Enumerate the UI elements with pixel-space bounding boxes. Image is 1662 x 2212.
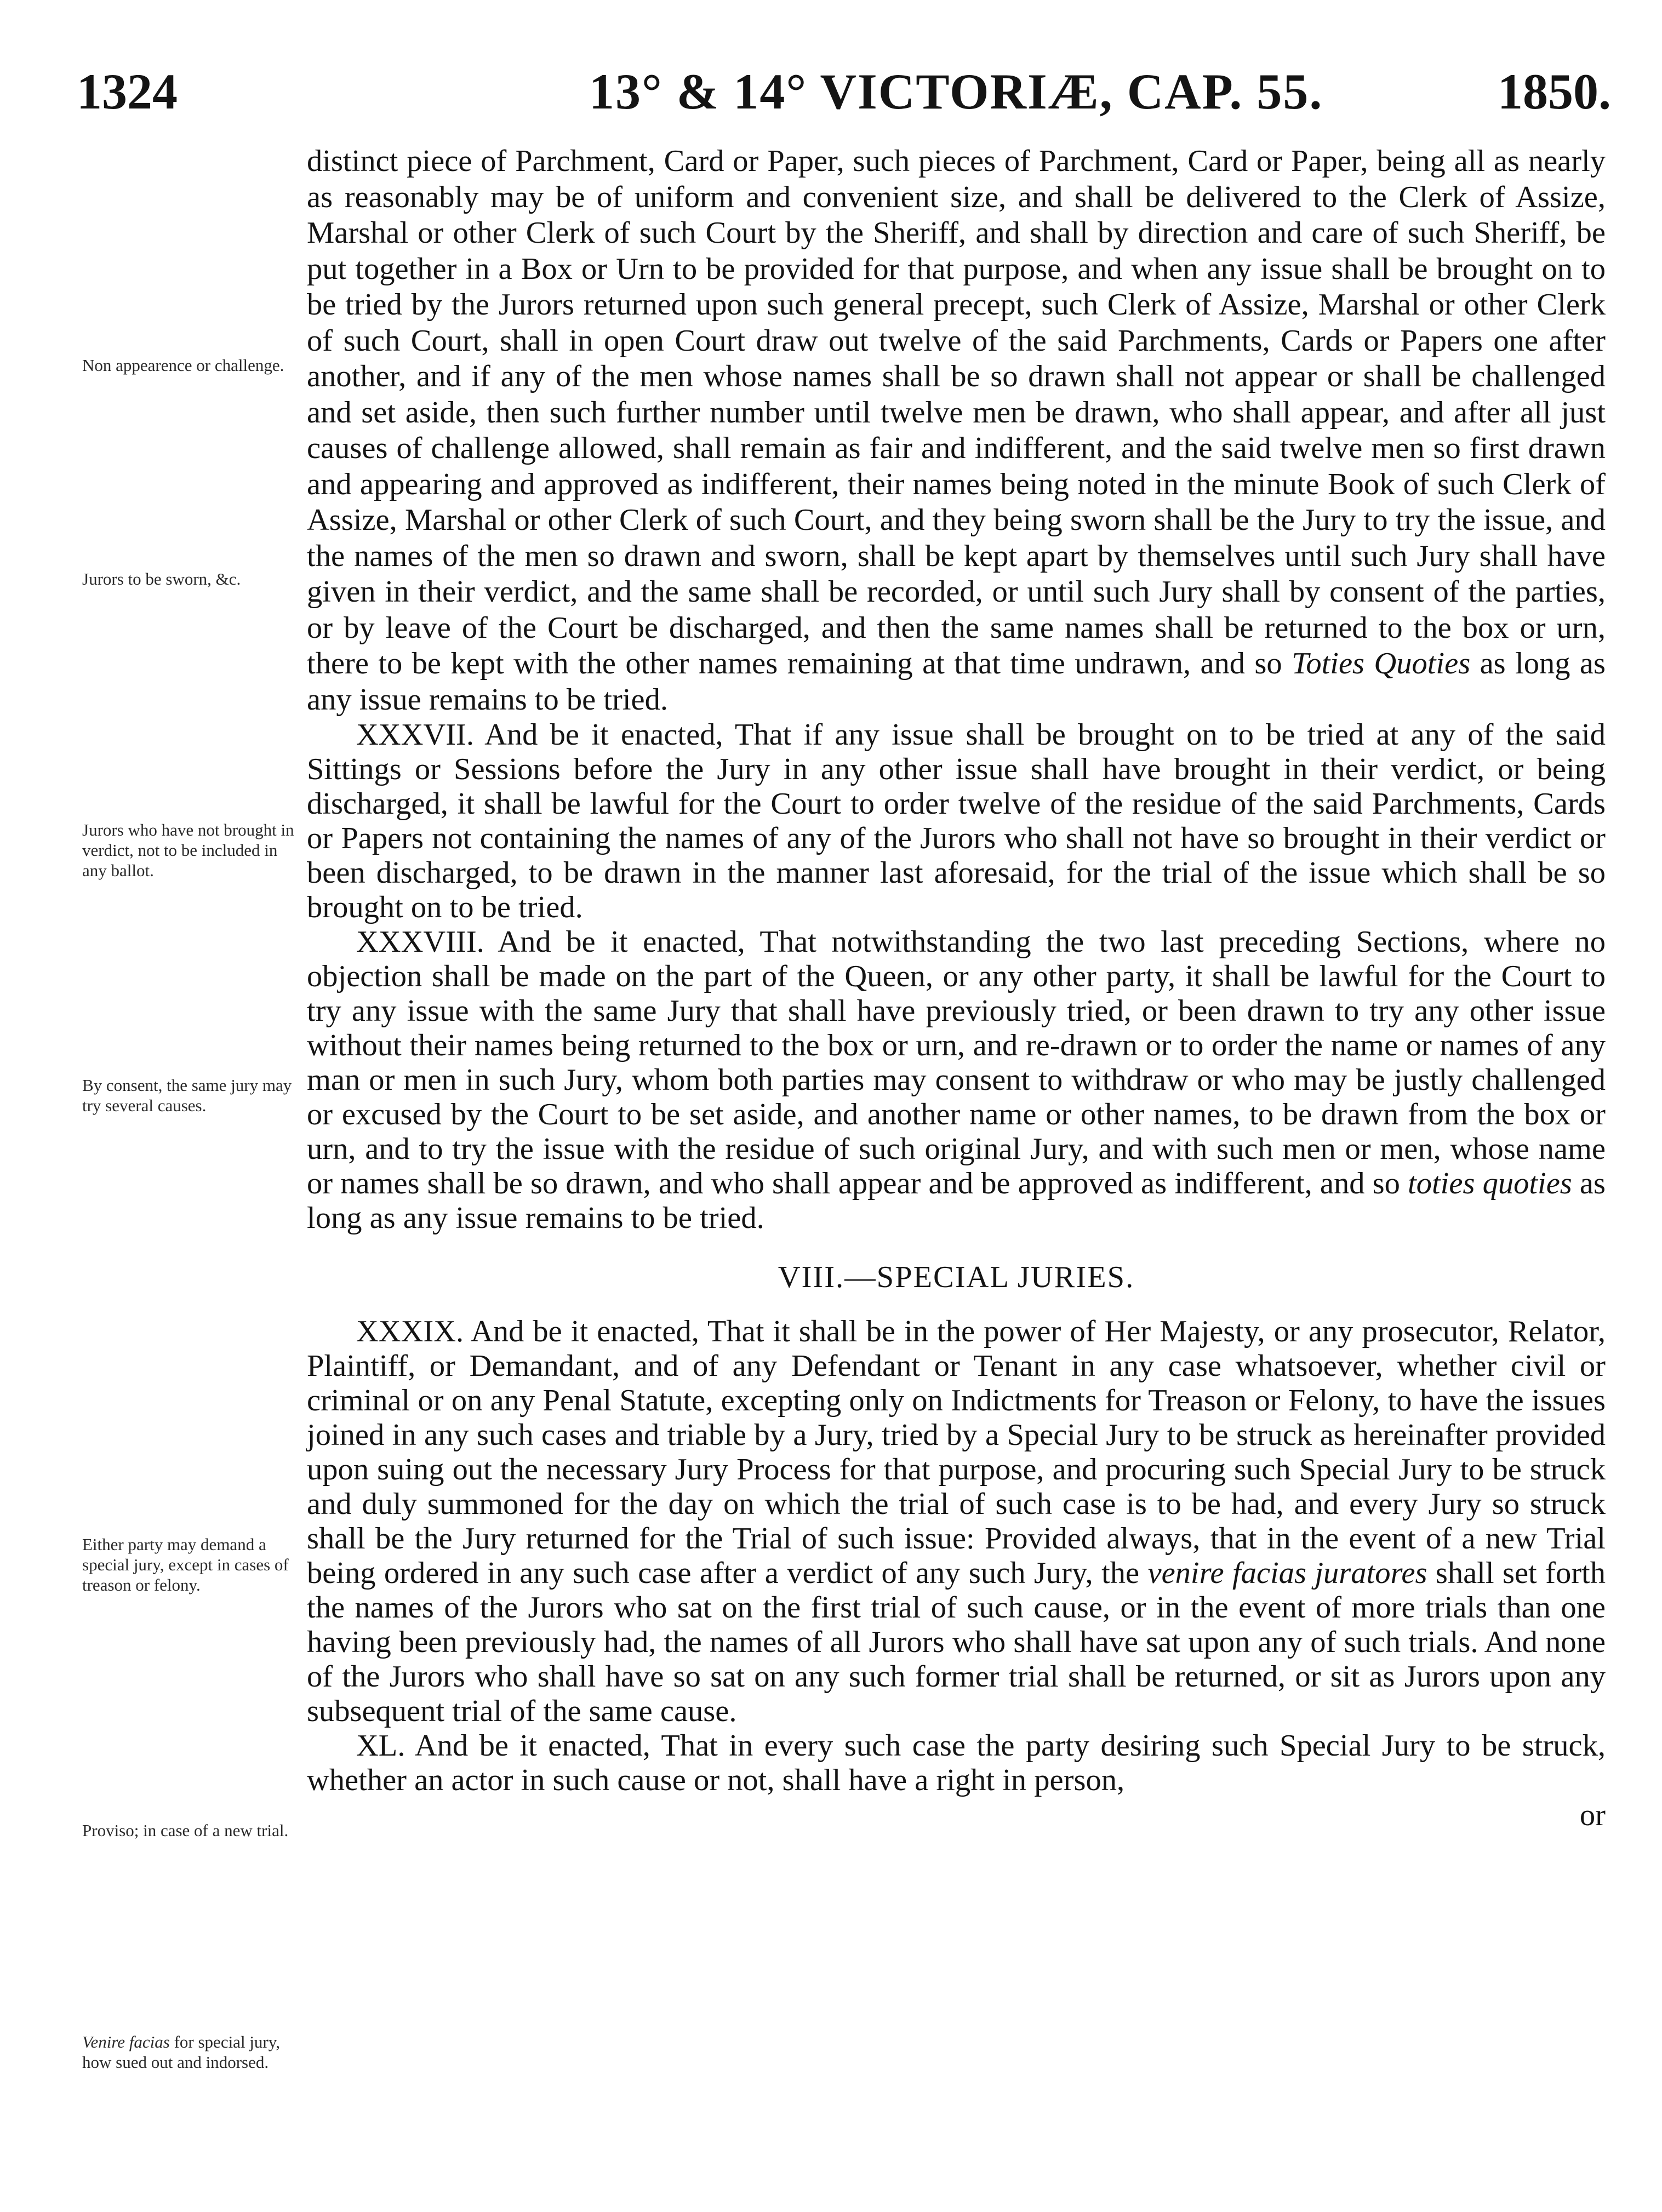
section-40-text: And be it enacted, That in every such case the party desiring such Special Jury to be struck, whether an actor in such cause or not, shall have a right in person, <box>307 1728 1606 1797</box>
section-37-number: XXXVII. <box>356 718 474 752</box>
side-note-consent-same-jury: By consent, the same jury may try several causes. <box>82 1076 292 1115</box>
paragraph-continuation-text-b: as long as any issue remains to be tried. <box>307 647 1606 717</box>
side-note-non-appearance: Non appearence or challenge. <box>82 356 284 375</box>
section-38 <box>307 925 1606 1236</box>
paragraph-continuation <box>307 144 1606 718</box>
toties-quoties-italic: Toties Quoties <box>1292 647 1471 681</box>
section-40-number: XL. <box>356 1728 405 1763</box>
section-heading-special-juries: VIII.—SPECIAL JURIES. <box>778 1260 1135 1294</box>
side-note-venire-rest: for special jury, how sued out and indorsed. <box>82 2032 280 2072</box>
page-number: 1324 <box>77 64 178 119</box>
side-note-jurors-sworn: Jurors to be sworn, &c. <box>82 569 241 588</box>
side-note-special-jury: Either party may demand a special jury, except in cases of treason or felony. <box>82 1535 289 1594</box>
section-39-text-a: And be it enacted, That it shall be in the power of Her Majesty, or any prosecutor, Relator, Plaintiff, or Demandant, and of any Defendant or Tenant in any case whatsoever, whether civil or criminal or on any Penal Statute, excepting only on Indictments for Treason or Felony, to have the issues joined in any such cases and triable by a Jury, tried by a Special Jury to be struck as hereinafter provided upon suing out the necessary Jury Process for that purpose, and procuring such Special Jury to be struck and duly summoned for the day on which the trial of such case is to be had, and every Jury so struck shall be the Jury returned for the Trial of such issue: Provided always, that in the event of a new Trial being ordered in any such case after a verdict of any such Jury, the <box>307 1314 1606 1590</box>
catchword: or <box>1579 1798 1606 1832</box>
section-38-italic: toties quoties <box>1408 1167 1572 1201</box>
section-39-italic: venire facias juratores <box>1147 1556 1427 1590</box>
section-39-number: XXXIX. <box>356 1314 464 1348</box>
page-title: 13° & 14° VICTORIÆ, CAP. 55. <box>589 64 1323 119</box>
section-38-number: XXXVIII. <box>356 925 484 959</box>
paragraph-continuation-text-a: distinct piece of Parchment, Card or Paper, such pieces of Parchment, Card or Paper, being all as nearly as reasonably may be of uniform and convenient size, and shall be delivered to the Clerk of Assize, Marshal or other Clerk of such Court by the Sheriff, and shall by direction and care of such Sheriff, be put together in a Box or Urn to be provided for that purpose, and when any issue shall be brought on to be tried by the Jurors returned upon such general precept, such Clerk of Assize, Marshal or other Clerk of such Court, shall in open Court draw out twelve of the said Parchments, Cards or Papers one after another, and if any of the men whose names shall be so drawn shall not appear or shall be challenged and set aside, then such further number until twelve men be drawn, who shall appear, and after all just causes of challenge allowed, shall remain as fair and indifferent, and the said twelve men so first drawn and appearing and approved as indifferent, their names being noted in the minute Book of such Clerk of Assize, Marshal or other Clerk of such Court, and they being sworn shall be the Jury to try the issue, and the names of the men so drawn and sworn, shall be kept apart by themselves until such Jury shall have given in their verdict, and the same shall be recorded, or until such Jury shall by consent of the parties, or by leave of the Court be discharged, and then the same names shall be returned to the box or urn, there to be kept with the other names remaining at that time undrawn, and so <box>307 144 1606 681</box>
side-note-proviso: Proviso; in case of a new trial. <box>82 1821 289 1840</box>
side-note-venire-facias <box>82 2032 296 2072</box>
section-38-text-b: as long as any issue remains to be tried. <box>307 1167 1606 1235</box>
side-note-venire-italic: Venire facias <box>82 2032 170 2051</box>
side-note-jurors-verdict: Jurors who have not brought in verdict, not to be included in any ballot. <box>82 820 294 880</box>
section-38-text-a: And be it enacted, That notwithstanding the two last preceding Sections, where no objection shall be made on the part of the Queen, or any other party, it shall be lawful for the Court to try any issue with the same Jury that shall have previously tried, or been drawn to try any other issue without their names being returned to the box or urn, and re-drawn or to order the name or names of any man or men in such Jury, whom both parties may consent to withdraw or who may be justly challenged or excused by the Court to be set aside, and another name or other names, to be drawn from the box or urn, and to try the issue with the residue of such original Jury, and with such men or men, whose name or names shall be so drawn, and who shall appear and be approved as indifferent, and so <box>307 925 1606 1201</box>
page-year: 1850. <box>1498 64 1611 119</box>
body-text <box>307 144 1606 1833</box>
section-37-text: And be it enacted, That if any issue shall be brought on to be tried at any of the said Sittings or Sessions before the Jury in any other issue shall have brought in their verdict, or being discharged, it shall be lawful for the Court to order twelve of the residue of the said Parchments, Cards or Papers not containing the names of any of the Jurors who shall not have so brought in their verdict or been discharged, to be drawn in the manner last aforesaid, for the trial of the issue which shall be so brought on to be tried. <box>307 718 1606 924</box>
page-header <box>77 61 1611 122</box>
section-39-text-b: shall set forth the names of the Jurors who sat on the first trial of such cause, or in the event of more trials than one having been previously had, the names of all Jurors who shall have sat upon any of such trials. And none of the Jurors who shall have so sat on any such former trial shall be returned, or sit as Jurors upon any subsequent trial of the same cause. <box>307 1556 1606 1728</box>
section-40 <box>307 1729 1606 1798</box>
section-39 <box>307 1314 1606 1729</box>
section-37 <box>307 718 1606 925</box>
